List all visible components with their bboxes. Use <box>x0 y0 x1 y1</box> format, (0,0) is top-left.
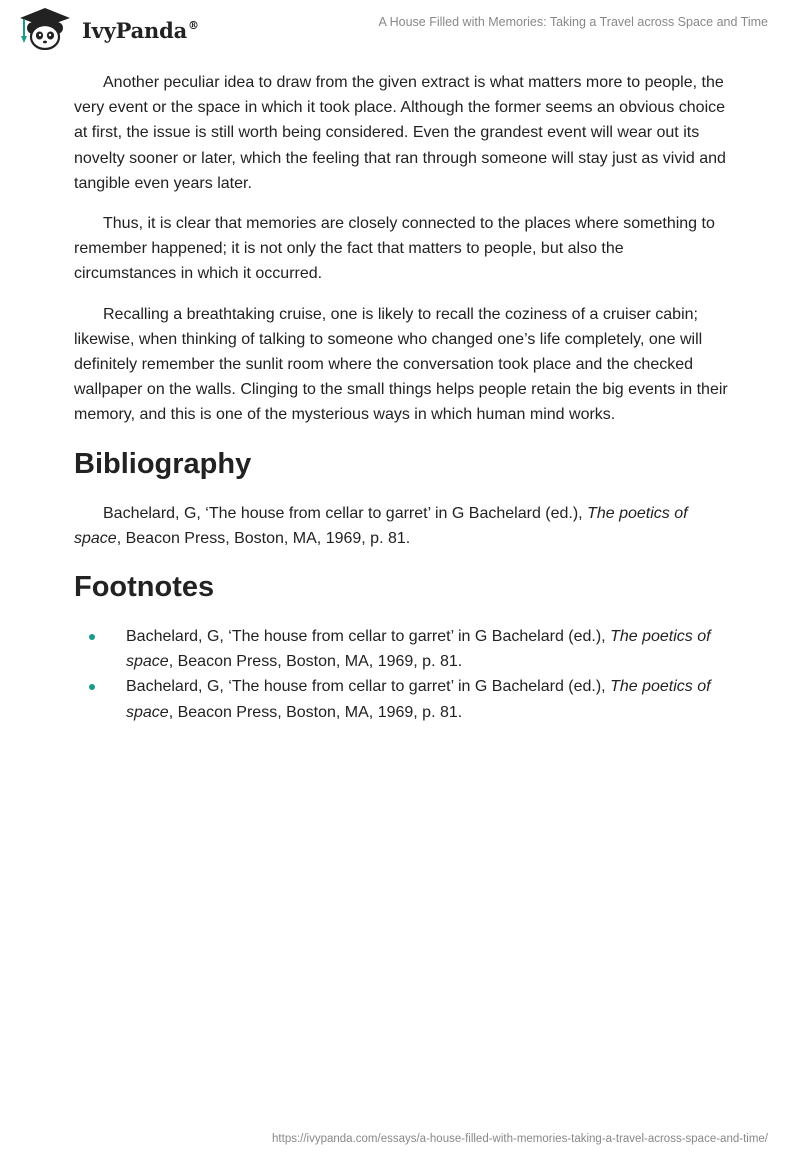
bullet-icon <box>89 684 95 690</box>
panda-graduate-icon <box>16 6 74 50</box>
footnote-item: Bachelard, G, ‘The house from cellar to garret’ in G Bachelard (ed.), The poetics of space, Beacon Press, Boston, MA, 1969, p. 81. <box>74 674 730 724</box>
footnotes-heading: Footnotes <box>74 571 215 604</box>
footnotes-list <box>74 624 730 725</box>
page-header <box>0 0 800 70</box>
source-url[interactable]: https://ivypanda.com/essays/a-house-filled-with-memories-taking-a-travel-across-space-and-time/ <box>272 1133 768 1145</box>
logo-wordmark: IvyPanda® <box>82 17 199 43</box>
bibliography-entry: Bachelard, G, ‘The house from cellar to garret’ in G Bachelard (ed.), The poetics of space, Beacon Press, Boston, MA, 1969, p. 81. <box>74 504 688 547</box>
body-paragraph-2: Thus, it is clear that memories are closely connected to the places where something to remember happened; it is not only the fact that matters to people, but also the circumstances in which it occurred. <box>74 215 715 283</box>
bullet-icon <box>89 634 95 640</box>
document-title: A House Filled with Memories: Taking a Travel across Space and Time <box>378 15 768 29</box>
essay-content <box>74 70 730 725</box>
bibliography-heading: Bibliography <box>74 447 252 480</box>
ivypanda-logo[interactable] <box>16 6 199 50</box>
body-paragraph-3: Recalling a breathtaking cruise, one is likely to recall the coziness of a cruiser cabin; likewise, when thinking of talking to someone who changed one’s life completely, one will definitely remember the sunlit room where the conversation took place and the checked wallpaper on the walls. Clinging to the small things helps people retain the big events in their memory, and this is one of the mysterious ways in which human mind works. <box>74 305 728 424</box>
footnote-item: Bachelard, G, ‘The house from cellar to garret’ in G Bachelard (ed.), The poetics of space, Beacon Press, Boston, MA, 1969, p. 81. <box>74 624 730 674</box>
body-paragraph-1: Another peculiar idea to draw from the given extract is what matters more to people, the very event or the space in which it took place. Although the former seems an obvious choice at first, the issue is still worth being considered. Even the grandest event will wear out its novelty sooner or later, which the feeling that ran through someone will stay just as vivid and tangible even years later. <box>74 74 726 192</box>
